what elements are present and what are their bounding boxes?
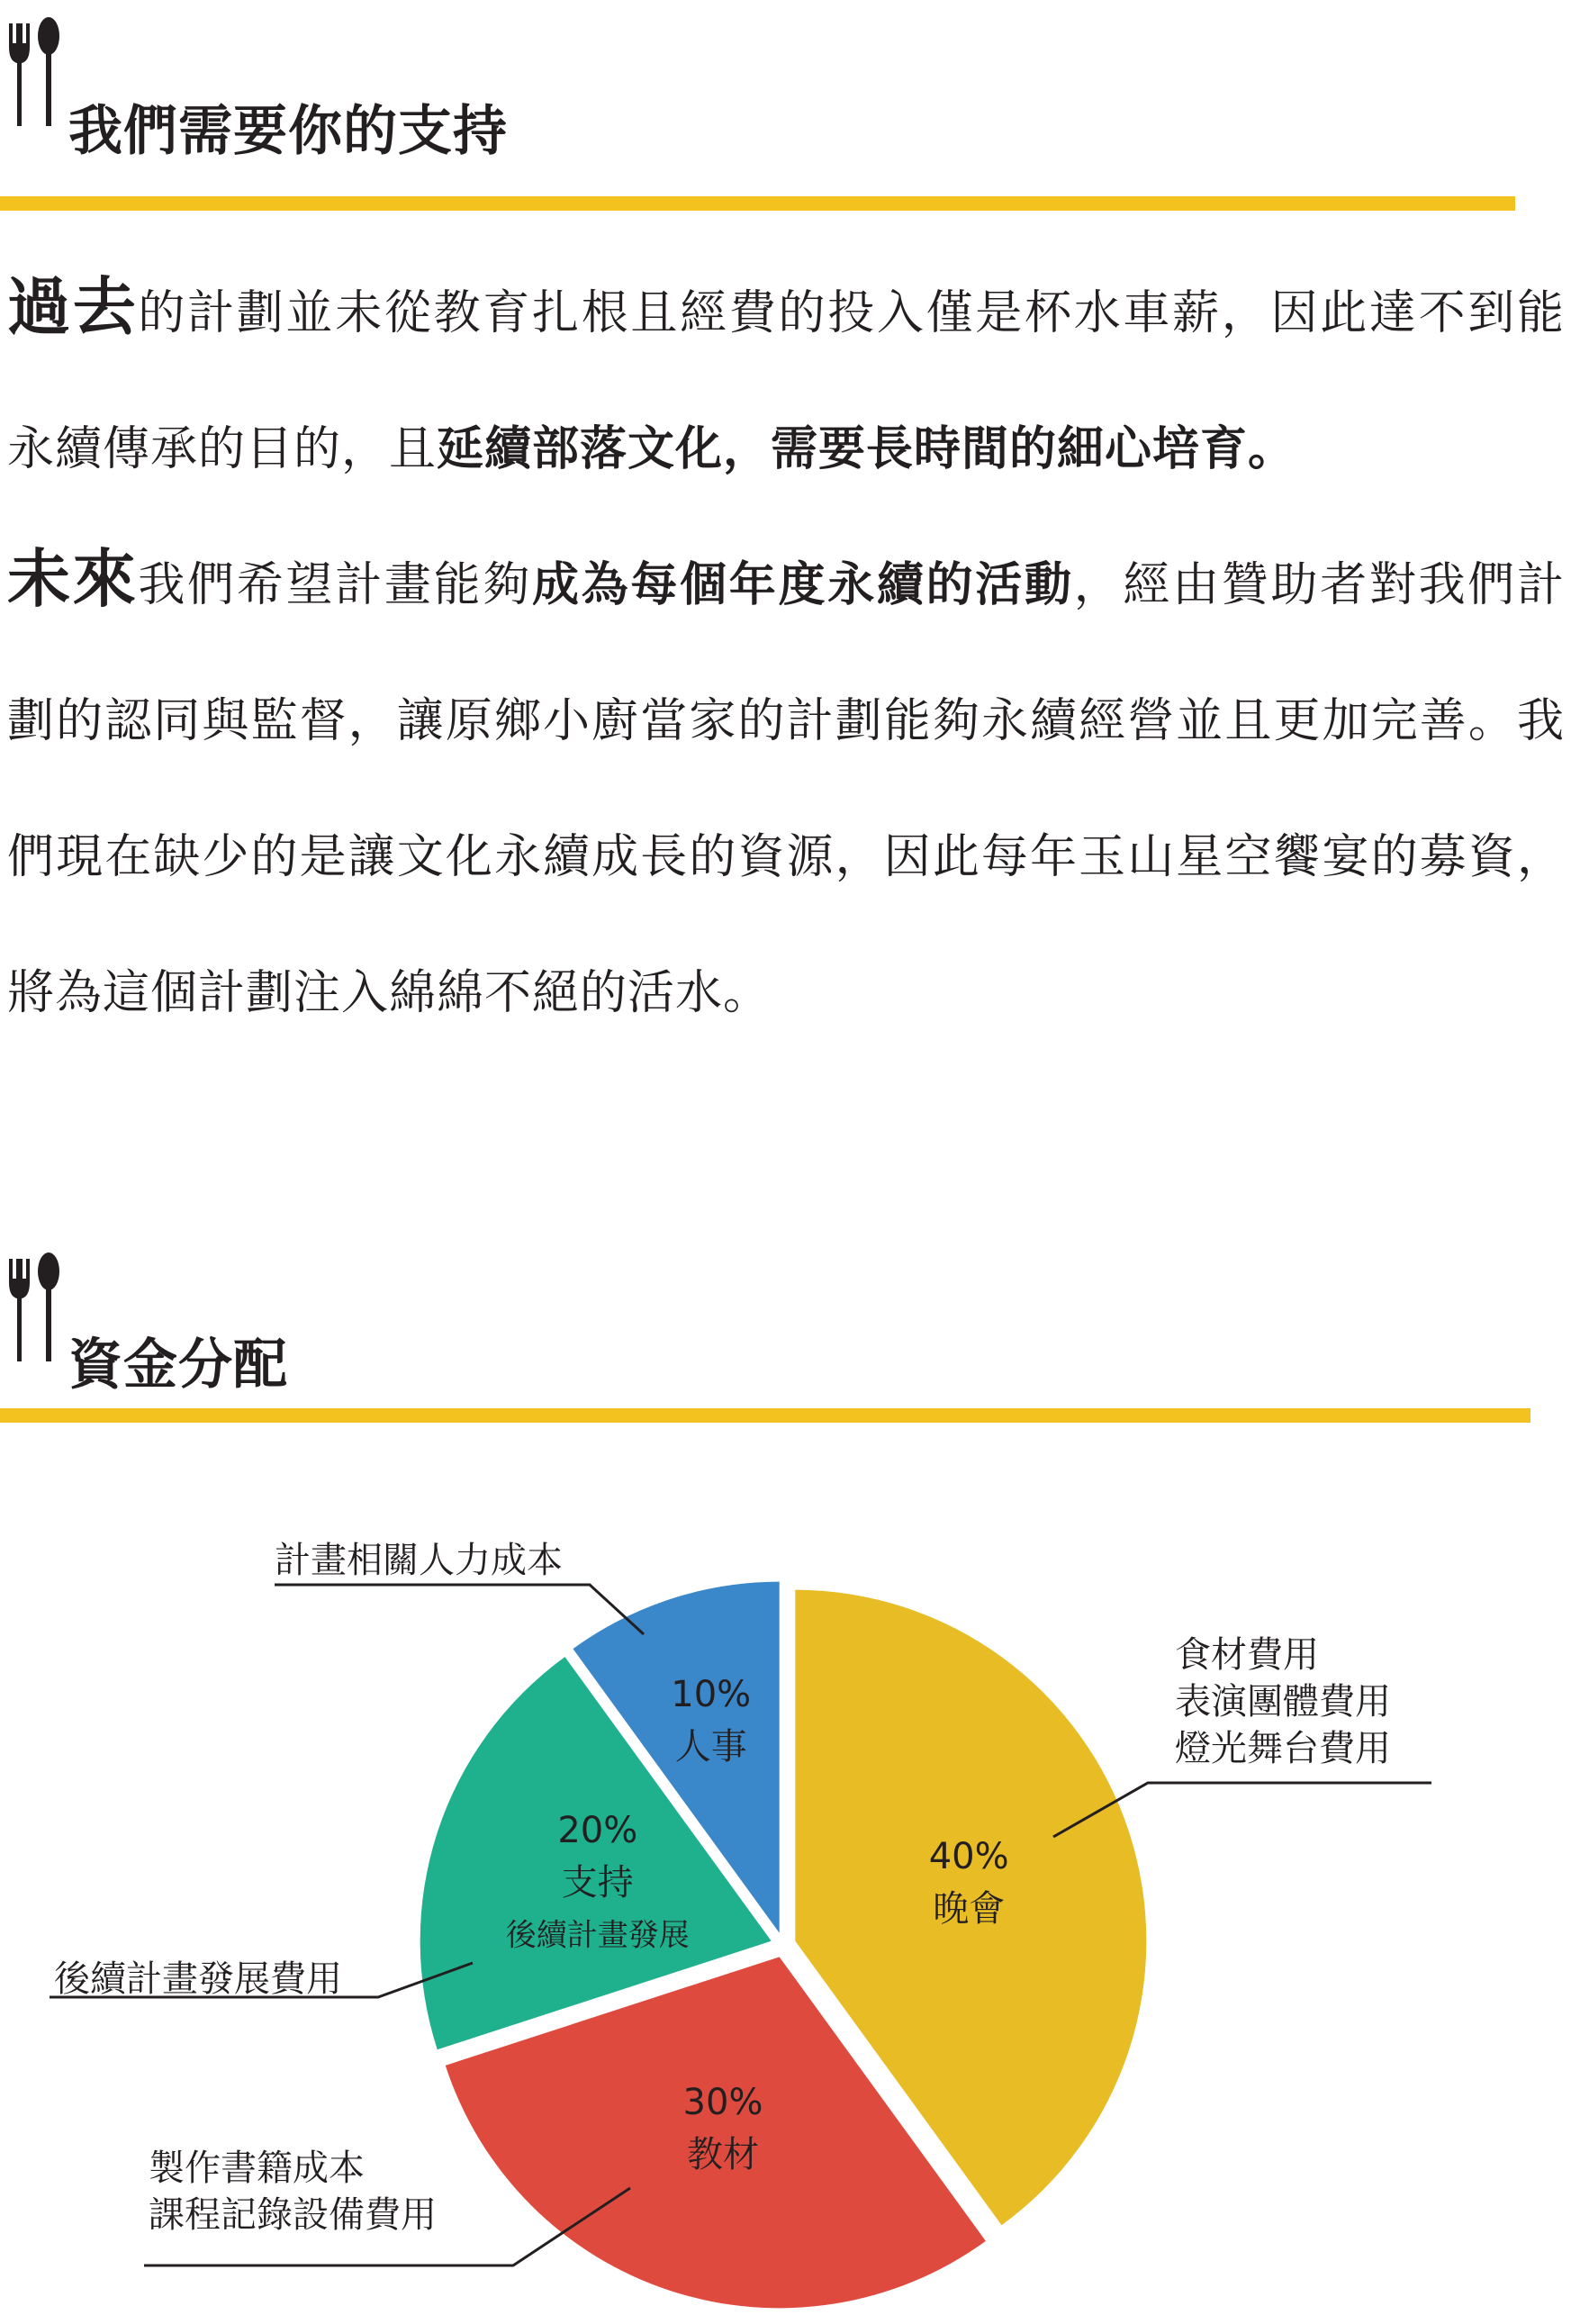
emphasis-text: 延續部落文化，需要長時間的細心培育。 — [437, 422, 1296, 476]
slice-name-label: 後續計畫發展 — [505, 1917, 690, 1954]
paragraph-lead-word: 過去 — [7, 270, 139, 344]
slice-percent-label: 30% — [682, 2082, 763, 2124]
section-divider — [0, 1408, 1530, 1423]
slice-description-label: 表演團體費用 — [1175, 1681, 1391, 1723]
section-header-funding — [0, 1252, 1530, 1432]
slice-description-label: 課程記錄設備費用 — [149, 2194, 437, 2236]
emphasis-text: 成為每個年度永續的活動 — [532, 558, 1074, 612]
slice-description-label: 燈光舞台費用 — [1175, 1728, 1391, 1769]
slice-percent-label: 40% — [928, 1836, 1009, 1878]
paragraph-future — [7, 511, 1565, 1062]
slice-description-label: 計畫相關人力成本 — [275, 1540, 563, 1581]
slice-name-label: 晚會 — [933, 1888, 1006, 1931]
body-text: 的計劃並未從教育扎根且經費的投入僅是杯水車薪，因此達不到能永續傳承的目的，且 — [7, 286, 1565, 476]
paragraph-lead-word: 未來 — [7, 542, 139, 616]
section-header-support — [0, 16, 1530, 196]
leader-line — [275, 1585, 644, 1634]
slice-description-label: 製作書籍成本 — [149, 2148, 365, 2189]
body-text: 我們希望計畫能夠 — [138, 558, 532, 612]
section-title: 我們需要你的支持 — [68, 100, 508, 163]
slice-name-label: 教材 — [687, 2134, 760, 2176]
body-text: ，經由贊助者對我們計劃的認同與監督，讓原鄉小廚當家的計劃能夠永續經營並且更加完善。我們現在缺少的是讓文化永續成長的資源，因此每年玉山星空饗宴的募資，將為這個計劃注入綿綿不絕的活水。 — [7, 558, 1565, 1020]
funding-pie-chart — [0, 1522, 1571, 2324]
paragraph-past — [7, 240, 1565, 518]
slice-name-label: 支持 — [561, 1862, 634, 1904]
utensils-icon — [5, 16, 65, 133]
section-title: 資金分配 — [68, 1334, 288, 1397]
slice-name-label: 人事 — [674, 1726, 747, 1768]
slice-description-label: 食材費用 — [1175, 1634, 1319, 1676]
slice-percent-label: 20% — [557, 1810, 638, 1852]
slice-percent-label: 10% — [671, 1674, 752, 1716]
section-divider — [0, 196, 1515, 211]
slice-description-label: 後續計畫發展費用 — [54, 1958, 342, 2000]
utensils-icon — [5, 1252, 65, 1369]
